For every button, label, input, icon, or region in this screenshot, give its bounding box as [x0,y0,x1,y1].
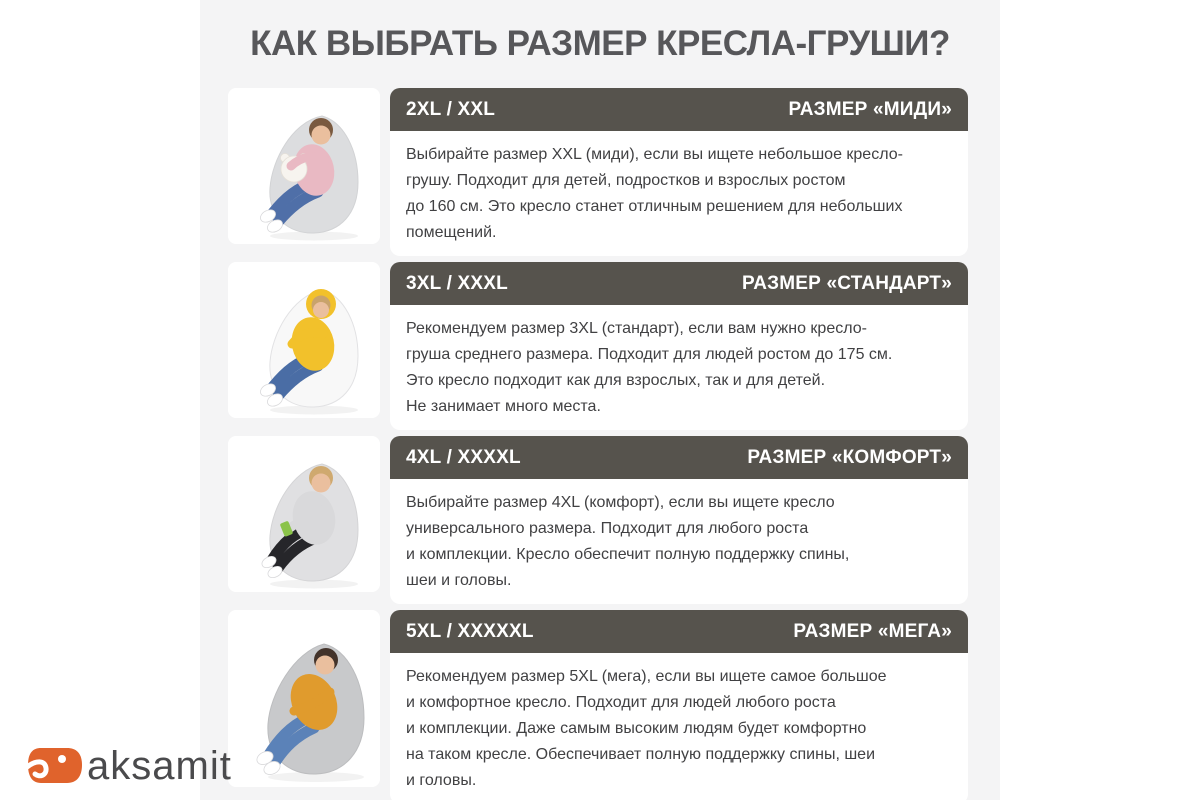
brand-logo-text: aksamit [87,743,232,788]
beanbag-grey-hoodie-phone-illustration [228,436,380,592]
size-code: 4XL / XXXXL [406,446,521,468]
beanbag-man-mustard-illustration [228,610,380,787]
size-card-standart [390,262,968,418]
size-section-standart [200,262,1000,418]
size-code: 5XL / XXXXXL [406,620,534,642]
beanbag-girl-teddy-illustration [228,88,380,244]
size-card-header [390,610,968,653]
size-description: Рекомендуем размер 5XL (мега), если вы ищете самое большое и комфортное кресло. Подходит для людей любого роста и комплекции. Даже самым высоким людям будет комфортно на таком кресле. Обеспечивает полную поддержку спины, шеи и головы. [406,668,887,789]
size-name: РАЗМЕР «СТАНДАРТ» [742,272,952,294]
beanbag-yellow-hoodie-illustration [228,262,380,418]
size-code: 3XL / XXXL [406,272,508,294]
size-card-header [390,436,968,479]
photo-2xl-midi [228,88,380,244]
size-section-mega [200,610,1000,787]
photo-3xl-standart [228,262,380,418]
size-card-komfort [390,436,968,592]
aksamit-logo-icon [27,745,84,787]
size-card-header [390,88,968,131]
size-description: Выбирайте размер 4XL (комфорт), если вы ищете кресло универсального размера. Подходит для любого роста и комплекции. Кресло обеспечит полную поддержку спины, шеи и головы. [406,494,850,589]
brand-logo [27,740,232,792]
size-card-body [390,131,968,256]
size-card-body [390,653,968,804]
size-card-midi [390,88,968,244]
size-card-body [390,305,968,430]
size-card-mega [390,610,968,787]
size-name: РАЗМЕР «КОМФОРТ» [747,446,952,468]
size-card-header [390,262,968,305]
size-section-komfort [200,436,1000,592]
size-name: РАЗМЕР «МЕГА» [793,620,952,642]
size-description: Выбирайте размер XXL (миди), если вы ищете небольшое кресло- грушу. Подходит для детей, подростков и взрослых ростом до 160 см. Это кресло станет отличным решением для небольших помещений. [406,146,903,241]
photo-4xl-komfort [228,436,380,592]
size-name: РАЗМЕР «МИДИ» [788,98,952,120]
size-card-body [390,479,968,604]
photo-5xl-mega [228,610,380,787]
size-section-midi [200,88,1000,244]
content-canvas [200,0,1000,800]
page-title: КАК ВЫБРАТЬ РАЗМЕР КРЕСЛА-ГРУШИ? [250,24,950,63]
size-code: 2XL / XXL [406,98,496,120]
size-description: Рекомендуем размер 3XL (стандарт), если вам нужно кресло- груша среднего размера. Подходит для людей ростом до 175 см. Это кресло подходит как для взрослых, так и для детей. Не занимает много места. [406,320,893,415]
